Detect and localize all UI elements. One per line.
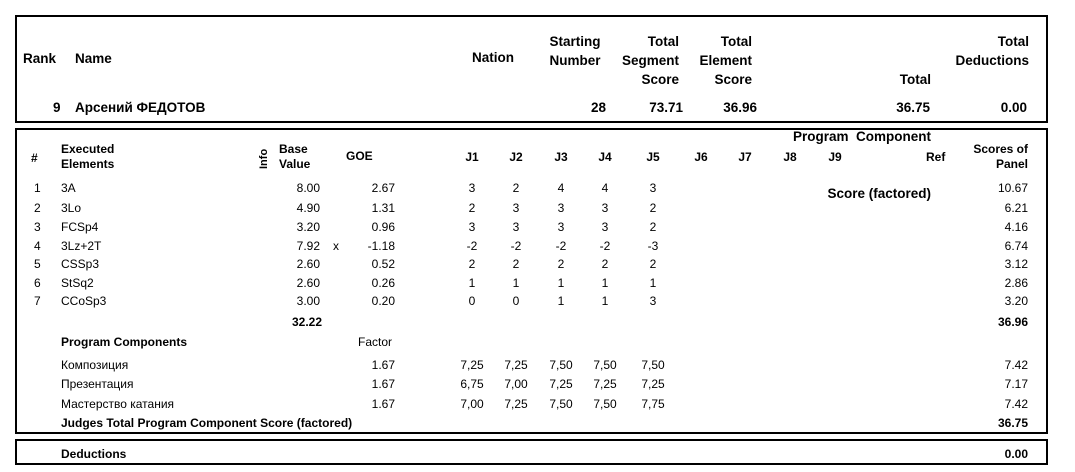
element-judge-score: 1	[649, 276, 657, 290]
component-panel-score: 7.42	[1004, 358, 1028, 372]
element-goe: 0.52	[371, 257, 395, 271]
goe-header: GOE	[346, 149, 373, 163]
element-name: CCoSp3	[61, 294, 107, 308]
pcs-total-value: 36.75	[997, 416, 1028, 430]
element-judge-score: 3	[601, 220, 609, 234]
total-segment-score: 73.71	[649, 100, 683, 115]
program-component-score-header: Total Program Component Score (factored)	[792, 72, 931, 201]
skater-name: Арсений ФЕДОТОВ	[75, 100, 206, 115]
referee-header: Ref	[926, 150, 946, 164]
element-judge-score: 1	[601, 276, 609, 290]
element-judge-score: 1	[468, 276, 476, 290]
executed-elements-header: Executed Elements	[61, 142, 115, 171]
element-goe: 2.67	[371, 181, 395, 195]
element-judge-score: 1	[557, 294, 565, 308]
info-header: Info	[258, 148, 270, 169]
judge-header-4: J4	[598, 150, 612, 164]
judge-header-5: J5	[646, 150, 660, 164]
element-judge-score: 2	[601, 257, 609, 271]
judge-header-3: J3	[554, 150, 568, 164]
component-judge-score: 7,25	[504, 397, 528, 411]
element-judge-score: 4	[557, 181, 565, 195]
element-panel-score: 3.12	[1004, 257, 1028, 271]
element-number: 6	[34, 276, 41, 290]
component-panel-score: 7.42	[1004, 397, 1028, 411]
element-base-value: 4.90	[296, 201, 320, 215]
element-goe: 1.31	[371, 201, 395, 215]
total-deductions: 0.00	[1000, 100, 1027, 115]
deductions-label: Deductions	[61, 447, 127, 461]
element-number: 5	[34, 257, 41, 271]
element-judge-score: 2	[649, 220, 657, 234]
element-panel-score: 6.74	[1004, 239, 1028, 253]
component-judge-score: 7,75	[641, 397, 665, 411]
component-judge-score: 7,25	[549, 377, 573, 391]
pcs-total-label: Judges Total Program Component Score (factored)	[61, 416, 353, 430]
element-panel-score: 4.16	[1004, 220, 1028, 234]
element-judge-score: 0	[468, 294, 476, 308]
component-judge-score: 7,50	[549, 397, 573, 411]
element-judge-score: 3	[557, 201, 565, 215]
element-judge-score: 4	[601, 181, 609, 195]
component-panel-score: 7.17	[1004, 377, 1028, 391]
nation-header: Nation	[472, 50, 514, 65]
element-judge-score: 3	[557, 220, 565, 234]
component-name: Композиция	[61, 358, 129, 372]
deductions-box	[15, 439, 1048, 465]
element-base-value: 3.00	[296, 294, 320, 308]
element-judge-score: 3	[649, 181, 657, 195]
element-judge-score: 1	[512, 276, 520, 290]
elements-base-total: 32.22	[291, 315, 322, 329]
element-name: StSq2	[61, 276, 94, 290]
element-panel-score: 10.67	[997, 181, 1028, 195]
skater-rank: 9	[53, 100, 61, 115]
component-judge-score: 7,25	[504, 358, 528, 372]
judge-header-1: J1	[465, 150, 479, 164]
element-judge-score: 0	[512, 294, 520, 308]
scores-of-panel-header: Scores of Panel	[973, 142, 1028, 171]
program-components-label: Program Components	[61, 335, 188, 349]
element-goe: 0.26	[371, 276, 395, 290]
element-judge-score: -2	[510, 239, 522, 253]
element-judge-score: 2	[468, 201, 476, 215]
element-info-flag: x	[333, 239, 339, 253]
total-element-score: 36.96	[723, 100, 757, 115]
elements-panel-total: 36.96	[997, 315, 1028, 329]
element-base-value: 7.92	[296, 239, 320, 253]
element-panel-score: 3.20	[1004, 294, 1028, 308]
element-judge-score: -3	[647, 239, 659, 253]
rank-header: Rank	[23, 51, 57, 66]
element-name: 3Lo	[61, 201, 82, 215]
element-judge-score: 2	[557, 257, 565, 271]
element-judge-score: 3	[468, 181, 476, 195]
element-judge-score: 3	[468, 220, 476, 234]
component-factor: 1.67	[371, 397, 395, 411]
element-judge-score: 2	[649, 257, 657, 271]
total-element-score-header: Total Element Score	[699, 34, 752, 87]
component-judge-score: 7,50	[593, 358, 617, 372]
component-factor: 1.67	[371, 377, 395, 391]
component-judge-score: 7,50	[641, 358, 665, 372]
name-header: Name	[75, 51, 112, 66]
element-name: 3Lz+2T	[61, 239, 102, 253]
starting-number: 28	[590, 100, 606, 115]
total-segment-score-header: Total Segment Score	[621, 34, 679, 87]
element-judge-score: 2	[512, 181, 520, 195]
component-judge-score: 7,50	[593, 397, 617, 411]
component-judge-score: 7,25	[641, 377, 665, 391]
element-panel-score: 2.86	[1004, 276, 1028, 290]
judge-header-2: J2	[509, 150, 523, 164]
component-name: Презентация	[61, 377, 134, 391]
component-factor: 1.67	[371, 358, 395, 372]
element-panel-score: 6.21	[1004, 201, 1028, 215]
program-component-score: 36.75	[896, 100, 930, 115]
element-name: 3A	[61, 181, 76, 195]
element-judge-score: 1	[557, 276, 565, 290]
element-number: 2	[34, 201, 41, 215]
element-name: FCSp4	[61, 220, 99, 234]
element-judge-score: 3	[512, 201, 520, 215]
judge-header-6: J6	[694, 150, 708, 164]
base-value-header: Base Value	[279, 142, 311, 171]
element-judge-score: 3	[601, 201, 609, 215]
element-number: 4	[34, 239, 41, 253]
element-judge-score: -2	[599, 239, 611, 253]
component-judge-score: 7,00	[460, 397, 484, 411]
element-judge-score: 1	[601, 294, 609, 308]
factor-label: Factor	[358, 335, 393, 349]
element-base-value: 3.20	[296, 220, 320, 234]
element-base-value: 2.60	[296, 257, 320, 271]
element-goe: -1.18	[367, 239, 395, 253]
element-judge-score: 2	[649, 201, 657, 215]
component-name: Мастерство катания	[61, 397, 175, 411]
element-name: CSSp3	[61, 257, 100, 271]
element-number: 3	[34, 220, 41, 234]
element-base-value: 2.60	[296, 276, 320, 290]
starting-number-header: Starting Number	[549, 34, 601, 68]
component-judge-score: 7,25	[460, 358, 484, 372]
element-judge-score: 3	[649, 294, 657, 308]
element-judge-score: -2	[555, 239, 567, 253]
judge-header-8: J8	[783, 150, 797, 164]
component-judge-score: 7,00	[504, 377, 528, 391]
element-number: 7	[34, 294, 41, 308]
component-judge-score: 7,50	[549, 358, 573, 372]
element-number: 1	[34, 181, 41, 195]
component-judge-score: 7,25	[593, 377, 617, 391]
judge-header-9: J9	[828, 150, 842, 164]
element-judge-score: 2	[468, 257, 476, 271]
element-judge-score: 2	[512, 257, 520, 271]
element-goe: 0.96	[371, 220, 395, 234]
element-goe: 0.20	[371, 294, 395, 308]
element-judge-score: 3	[512, 220, 520, 234]
element-number-header: #	[31, 151, 38, 165]
component-judge-score: 6,75	[460, 377, 484, 391]
total-deductions-header: Total Deductions	[955, 34, 1029, 68]
deductions-value: 0.00	[1004, 447, 1028, 461]
element-judge-score: -2	[466, 239, 478, 253]
element-base-value: 8.00	[296, 181, 320, 195]
judge-header-7: J7	[738, 150, 752, 164]
